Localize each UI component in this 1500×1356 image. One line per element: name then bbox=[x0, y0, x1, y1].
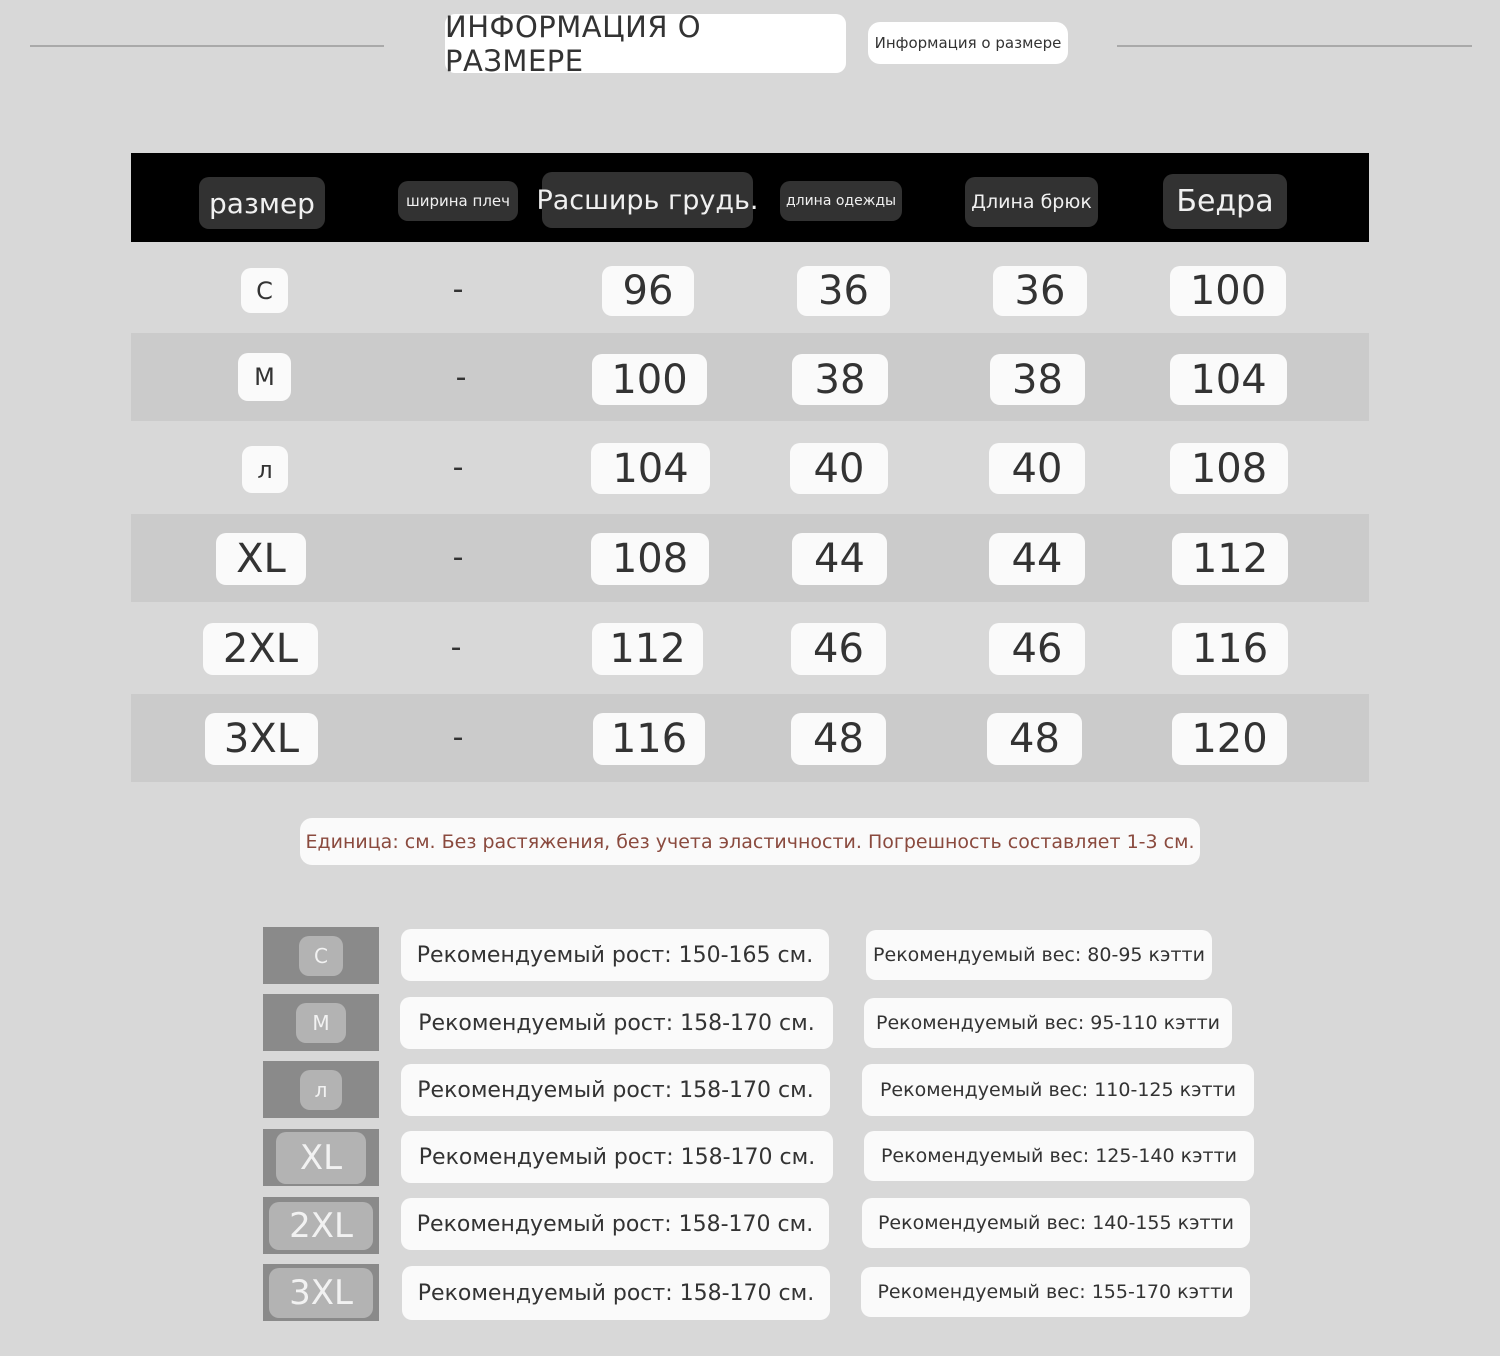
rec-size-box bbox=[263, 927, 379, 984]
rec-size-box bbox=[263, 1061, 379, 1118]
shoulder-cell: - bbox=[452, 540, 464, 575]
rec-size-box bbox=[263, 1197, 379, 1254]
rec-size-box bbox=[263, 1264, 379, 1321]
shoulder-cell: - bbox=[452, 450, 464, 485]
hips-cell: 104 bbox=[1170, 354, 1287, 405]
pants-cell: 46 bbox=[989, 623, 1085, 675]
size-cell: С bbox=[241, 268, 288, 313]
rec-size-label: л bbox=[300, 1070, 342, 1110]
shoulder-cell: - bbox=[452, 272, 464, 307]
rec-weight: Рекомендуемый вес: 125-140 кэтти bbox=[864, 1131, 1254, 1181]
rec-height: Рекомендуемый рост: 158-170 см. bbox=[400, 997, 833, 1049]
rec-height: Рекомендуемый рост: 158-170 см. bbox=[401, 1064, 830, 1116]
size-cell: 2XL bbox=[203, 623, 318, 675]
page-subtitle: Информация о размере bbox=[868, 22, 1068, 64]
size-cell: 3XL bbox=[205, 713, 318, 765]
length-cell: 44 bbox=[792, 533, 887, 585]
length-cell: 40 bbox=[790, 443, 888, 494]
rec-height: Рекомендуемый рост: 158-170 см. bbox=[401, 1131, 833, 1183]
length-cell: 38 bbox=[792, 354, 888, 405]
left-divider-line bbox=[30, 45, 384, 47]
shoulder-cell: - bbox=[455, 360, 467, 395]
pants-cell: 38 bbox=[990, 354, 1085, 405]
rec-size-box bbox=[263, 1129, 379, 1186]
chest-cell: 112 bbox=[592, 623, 703, 675]
page-title: ИНФОРМАЦИЯ О РАЗМЕРЕ bbox=[445, 14, 846, 73]
column-header-size: размер bbox=[199, 177, 325, 229]
hips-cell: 116 bbox=[1172, 623, 1288, 675]
hips-cell: 112 bbox=[1172, 533, 1288, 585]
rec-size-label: 2XL bbox=[269, 1202, 373, 1250]
rec-height: Рекомендуемый рост: 150-165 см. bbox=[401, 929, 829, 981]
pants-cell: 44 bbox=[989, 533, 1085, 585]
column-header-hips: Бедра bbox=[1163, 174, 1287, 229]
chest-cell: 104 bbox=[591, 443, 710, 494]
column-header-length: длина одежды bbox=[780, 181, 902, 221]
pants-cell: 40 bbox=[989, 443, 1085, 494]
length-cell: 46 bbox=[791, 623, 886, 675]
length-cell: 48 bbox=[791, 713, 886, 765]
rec-size-label: С bbox=[299, 936, 343, 976]
rec-size-box bbox=[263, 994, 379, 1051]
rec-size-label: XL bbox=[276, 1132, 366, 1184]
column-header-chest: Расширь грудь. bbox=[542, 172, 753, 228]
rec-weight: Рекомендуемый вес: 155-170 кэтти bbox=[861, 1267, 1250, 1317]
chest-cell: 96 bbox=[602, 266, 694, 316]
length-cell: 36 bbox=[797, 266, 890, 316]
hips-cell: 100 bbox=[1170, 266, 1286, 316]
pants-cell: 48 bbox=[987, 713, 1082, 765]
rec-height: Рекомендуемый рост: 158-170 см. bbox=[402, 1266, 830, 1320]
rec-size-label: М bbox=[296, 1003, 346, 1043]
size-cell: л bbox=[242, 446, 288, 493]
rec-height: Рекомендуемый рост: 158-170 см. bbox=[401, 1198, 829, 1250]
shoulder-cell: - bbox=[450, 630, 462, 665]
chest-cell: 116 bbox=[593, 713, 705, 765]
shoulder-cell: - bbox=[452, 720, 464, 755]
measurement-note: Единица: см. Без растяжения, без учета эластичности. Погрешность составляет 1-3 см. bbox=[300, 818, 1200, 865]
pants-cell: 36 bbox=[993, 266, 1087, 316]
hips-cell: 108 bbox=[1170, 443, 1288, 494]
rec-weight: Рекомендуемый вес: 140-155 кэтти bbox=[862, 1198, 1250, 1248]
chest-cell: 100 bbox=[592, 354, 707, 405]
size-cell: XL bbox=[216, 533, 306, 585]
rec-weight: Рекомендуемый вес: 95-110 кэтти bbox=[864, 998, 1232, 1048]
rec-size-label: 3XL bbox=[269, 1268, 373, 1318]
rec-weight: Рекомендуемый вес: 110-125 кэтти bbox=[862, 1064, 1254, 1116]
chest-cell: 108 bbox=[591, 533, 709, 585]
rec-weight: Рекомендуемый вес: 80-95 кэтти bbox=[866, 930, 1212, 980]
right-divider-line bbox=[1117, 45, 1472, 47]
column-header-shoulder: ширина плеч bbox=[398, 181, 518, 221]
hips-cell: 120 bbox=[1172, 713, 1287, 765]
size-cell: М bbox=[238, 353, 291, 401]
column-header-pants: Длина брюк bbox=[965, 177, 1098, 227]
